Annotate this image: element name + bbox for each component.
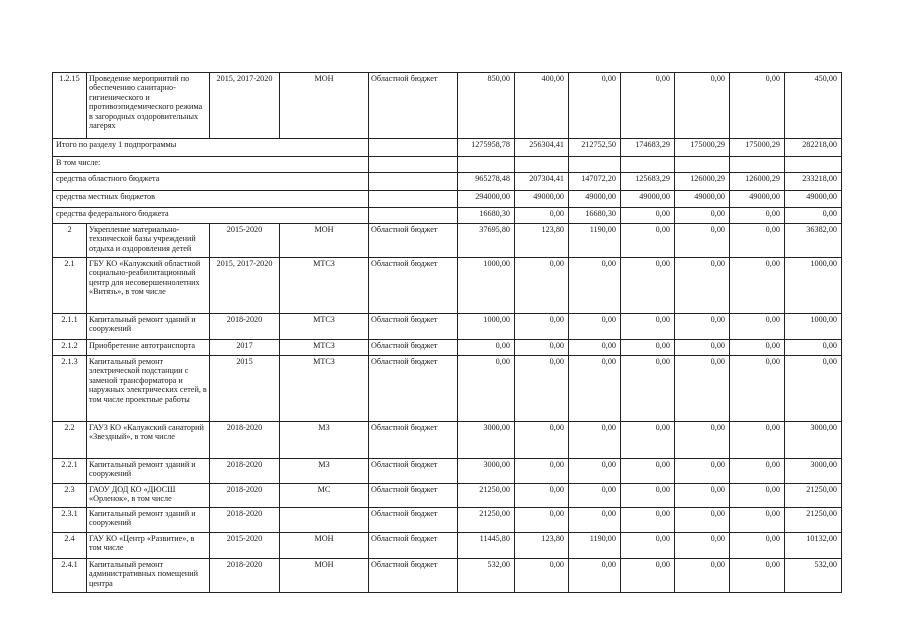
value-cell: 0,00 xyxy=(569,508,621,533)
value-cell: 0,00 xyxy=(730,208,785,224)
row-name-cell: Капитальный ремонт зданий и сооружений xyxy=(87,508,210,533)
value-cell: 3000,00 xyxy=(785,459,842,484)
value-cell: 0,00 xyxy=(675,314,730,340)
value-cell: 0,00 xyxy=(730,459,785,484)
value-cell: 0,00 xyxy=(730,73,785,139)
row-period-cell: 2015, 2017-2020 xyxy=(210,258,280,314)
empty-cell xyxy=(515,157,569,173)
value-cell: 21250,00 xyxy=(785,508,842,533)
value-cell: 0,00 xyxy=(515,208,569,224)
empty-cell xyxy=(369,208,458,224)
value-cell: 0,00 xyxy=(515,422,569,459)
value-cell: 1275958,78 xyxy=(458,139,515,157)
value-cell: 0,00 xyxy=(621,314,675,340)
budget-table xyxy=(52,72,842,593)
row-name-cell: ГАУЗ КО «Калужский санаторий «Звездный», в том числе xyxy=(87,422,210,459)
row-source-cell: Областной бюджет xyxy=(369,314,458,340)
row-period-cell: 2018-2020 xyxy=(210,314,280,340)
value-cell: 0,00 xyxy=(675,356,730,422)
value-cell: 16680,30 xyxy=(569,208,621,224)
value-cell: 49000,00 xyxy=(730,191,785,208)
value-cell: 125683,29 xyxy=(621,173,675,191)
row-executor-cell: МОН xyxy=(280,559,369,593)
row-executor-cell: МС xyxy=(280,484,369,508)
row-name-cell: Укрепление материально-технической базы учреждений отдыха и оздоровления детей xyxy=(87,224,210,258)
value-cell: 0,00 xyxy=(569,422,621,459)
value-cell: 0,00 xyxy=(569,356,621,422)
value-cell: 0,00 xyxy=(515,508,569,533)
value-cell: 0,00 xyxy=(730,508,785,533)
value-cell: 212752,50 xyxy=(569,139,621,157)
row-executor-cell: МОН xyxy=(280,73,369,139)
value-cell: 532,00 xyxy=(785,559,842,593)
table-row xyxy=(53,208,842,224)
value-cell: 0,00 xyxy=(621,208,675,224)
row-number-cell: 2.3.1 xyxy=(53,508,87,533)
value-cell: 126000,29 xyxy=(730,173,785,191)
value-cell: 1190,00 xyxy=(569,533,621,559)
row-number-cell: 2.1.1 xyxy=(53,314,87,340)
row-number-cell: 2.1.3 xyxy=(53,356,87,422)
row-source-cell: Областной бюджет xyxy=(369,459,458,484)
table-row xyxy=(53,533,842,559)
table-row xyxy=(53,258,842,314)
row-period-cell: 2015-2020 xyxy=(210,224,280,258)
value-cell: 0,00 xyxy=(569,258,621,314)
row-name-cell: ГБУ КО «Калужский областной социально-реабилитационный центр для несовершеннолетних «Витязь», в том числе xyxy=(87,258,210,314)
table-row xyxy=(53,356,842,422)
value-cell: 0,00 xyxy=(675,422,730,459)
value-cell: 233218,00 xyxy=(785,173,842,191)
empty-cell xyxy=(458,157,515,173)
row-executor-cell: МТСЗ xyxy=(280,356,369,422)
row-period-cell: 2018-2020 xyxy=(210,422,280,459)
value-cell: 126000,29 xyxy=(675,173,730,191)
table-row xyxy=(53,139,842,157)
row-period-cell: 2018-2020 xyxy=(210,459,280,484)
summary-label-cell: средства местных бюджетов xyxy=(53,191,369,208)
empty-cell xyxy=(730,157,785,173)
value-cell: 21250,00 xyxy=(458,508,515,533)
row-executor-cell: МТСЗ xyxy=(280,340,369,356)
value-cell: 0,00 xyxy=(730,356,785,422)
row-name-cell: Проведение мероприятий по обеспечению санитарно-гигиенического и противоэпидемического режима в загородных оздоровительных лагерях xyxy=(87,73,210,139)
empty-cell xyxy=(369,139,458,157)
row-source-cell: Областной бюджет xyxy=(369,224,458,258)
value-cell: 49000,00 xyxy=(675,191,730,208)
empty-cell xyxy=(369,157,458,173)
value-cell: 0,00 xyxy=(515,340,569,356)
table-row xyxy=(53,422,842,459)
value-cell: 147072,20 xyxy=(569,173,621,191)
value-cell: 0,00 xyxy=(515,484,569,508)
row-source-cell: Областной бюджет xyxy=(369,422,458,459)
value-cell: 1000,00 xyxy=(458,258,515,314)
table-row xyxy=(53,508,842,533)
row-period-cell: 2015 xyxy=(210,356,280,422)
row-executor-cell: МОН xyxy=(280,224,369,258)
row-executor-cell: МЗ xyxy=(280,459,369,484)
value-cell: 0,00 xyxy=(730,422,785,459)
value-cell: 0,00 xyxy=(621,258,675,314)
empty-cell xyxy=(569,157,621,173)
value-cell: 294000,00 xyxy=(458,191,515,208)
value-cell: 0,00 xyxy=(569,340,621,356)
summary-label-cell: средства областного бюджета xyxy=(53,173,369,191)
empty-cell xyxy=(369,191,458,208)
value-cell: 0,00 xyxy=(515,559,569,593)
value-cell: 37695,80 xyxy=(458,224,515,258)
row-source-cell: Областной бюджет xyxy=(369,356,458,422)
table-row xyxy=(53,191,842,208)
value-cell: 0,00 xyxy=(621,340,675,356)
table-row xyxy=(53,340,842,356)
value-cell: 0,00 xyxy=(730,224,785,258)
value-cell: 207304,41 xyxy=(515,173,569,191)
value-cell: 21250,00 xyxy=(785,484,842,508)
value-cell: 450,00 xyxy=(785,73,842,139)
empty-cell xyxy=(675,157,730,173)
value-cell: 49000,00 xyxy=(621,191,675,208)
empty-cell xyxy=(785,157,842,173)
value-cell: 1000,00 xyxy=(785,258,842,314)
empty-cell xyxy=(369,173,458,191)
row-source-cell: Областной бюджет xyxy=(369,73,458,139)
row-source-cell: Областной бюджет xyxy=(369,340,458,356)
value-cell: 10132,00 xyxy=(785,533,842,559)
value-cell: 0,00 xyxy=(621,484,675,508)
row-number-cell: 1.2.15 xyxy=(53,73,87,139)
value-cell: 1000,00 xyxy=(458,314,515,340)
value-cell: 0,00 xyxy=(515,314,569,340)
row-name-cell: Приобретение автотранспорта xyxy=(87,340,210,356)
value-cell: 0,00 xyxy=(458,356,515,422)
value-cell: 49000,00 xyxy=(569,191,621,208)
row-executor-cell: МОН xyxy=(280,533,369,559)
row-number-cell: 2.2.1 xyxy=(53,459,87,484)
value-cell: 0,00 xyxy=(621,559,675,593)
table-row xyxy=(53,314,842,340)
summary-label-cell: Итого по разделу 1 подпрограммы xyxy=(53,139,369,157)
table-row xyxy=(53,484,842,508)
table-row xyxy=(53,224,842,258)
value-cell: 0,00 xyxy=(675,340,730,356)
table-row xyxy=(53,173,842,191)
row-number-cell: 2 xyxy=(53,224,87,258)
row-executor-cell: МЗ xyxy=(280,422,369,459)
row-executor-cell: МТСЗ xyxy=(280,314,369,340)
empty-cell xyxy=(621,157,675,173)
value-cell: 282218,00 xyxy=(785,139,842,157)
value-cell: 0,00 xyxy=(569,314,621,340)
row-number-cell: 2.1.2 xyxy=(53,340,87,356)
value-cell: 0,00 xyxy=(785,208,842,224)
value-cell: 0,00 xyxy=(730,340,785,356)
value-cell: 0,00 xyxy=(675,208,730,224)
row-number-cell: 2.4 xyxy=(53,533,87,559)
value-cell: 0,00 xyxy=(569,459,621,484)
value-cell: 0,00 xyxy=(675,224,730,258)
value-cell: 0,00 xyxy=(675,258,730,314)
value-cell: 0,00 xyxy=(675,559,730,593)
row-source-cell: Областной бюджет xyxy=(369,258,458,314)
value-cell: 0,00 xyxy=(730,484,785,508)
row-period-cell: 2018-2020 xyxy=(210,484,280,508)
summary-label-cell: средства федерального бюджета xyxy=(53,208,369,224)
row-period-cell: 2018-2020 xyxy=(210,559,280,593)
row-name-cell: Капитальный ремонт административных помещений центра xyxy=(87,559,210,593)
row-number-cell: 2.1 xyxy=(53,258,87,314)
value-cell: 0,00 xyxy=(621,508,675,533)
value-cell: 0,00 xyxy=(621,224,675,258)
row-name-cell: ГАОУ ДОД КО «ДЮСШ «Орленок», в том числе xyxy=(87,484,210,508)
value-cell: 0,00 xyxy=(569,559,621,593)
value-cell: 0,00 xyxy=(675,533,730,559)
row-executor-cell: МТСЗ xyxy=(280,258,369,314)
value-cell: 0,00 xyxy=(785,356,842,422)
row-period-cell: 2015-2020 xyxy=(210,533,280,559)
row-source-cell: Областной бюджет xyxy=(369,484,458,508)
value-cell: 123,80 xyxy=(515,533,569,559)
value-cell: 400,00 xyxy=(515,73,569,139)
value-cell: 36382,00 xyxy=(785,224,842,258)
value-cell: 0,00 xyxy=(675,73,730,139)
value-cell: 1000,00 xyxy=(785,314,842,340)
value-cell: 0,00 xyxy=(569,73,621,139)
value-cell: 0,00 xyxy=(785,340,842,356)
value-cell: 0,00 xyxy=(730,533,785,559)
value-cell: 21250,00 xyxy=(458,484,515,508)
row-executor-cell xyxy=(280,508,369,533)
row-name-cell: Капитальный ремонт зданий и сооружений xyxy=(87,459,210,484)
value-cell: 965278,48 xyxy=(458,173,515,191)
value-cell: 3000,00 xyxy=(785,422,842,459)
row-period-cell: 2017 xyxy=(210,340,280,356)
row-source-cell: Областной бюджет xyxy=(369,533,458,559)
row-number-cell: 2.2 xyxy=(53,422,87,459)
value-cell: 16680,30 xyxy=(458,208,515,224)
value-cell: 175000,29 xyxy=(675,139,730,157)
value-cell: 3000,00 xyxy=(458,459,515,484)
value-cell: 0,00 xyxy=(515,356,569,422)
value-cell: 256304,41 xyxy=(515,139,569,157)
value-cell: 0,00 xyxy=(675,459,730,484)
value-cell: 0,00 xyxy=(621,73,675,139)
value-cell: 49000,00 xyxy=(515,191,569,208)
table-row xyxy=(53,157,842,173)
value-cell: 49000,00 xyxy=(785,191,842,208)
table-row xyxy=(53,559,842,593)
value-cell: 0,00 xyxy=(569,484,621,508)
value-cell: 123,80 xyxy=(515,224,569,258)
table-body xyxy=(53,73,842,593)
value-cell: 0,00 xyxy=(458,340,515,356)
budget-document xyxy=(52,72,841,593)
row-source-cell: Областной бюджет xyxy=(369,508,458,533)
row-name-cell: Капитальный ремонт зданий и сооружений xyxy=(87,314,210,340)
row-period-cell: 2015, 2017-2020 xyxy=(210,73,280,139)
row-period-cell: 2018-2020 xyxy=(210,508,280,533)
value-cell: 174683,29 xyxy=(621,139,675,157)
value-cell: 0,00 xyxy=(675,484,730,508)
value-cell: 11445,80 xyxy=(458,533,515,559)
row-number-cell: 2.4.1 xyxy=(53,559,87,593)
value-cell: 0,00 xyxy=(515,459,569,484)
row-number-cell: 2.3 xyxy=(53,484,87,508)
row-name-cell: ГАУ КО «Центр «Развитие», в том числе xyxy=(87,533,210,559)
value-cell: 0,00 xyxy=(621,459,675,484)
value-cell: 0,00 xyxy=(730,314,785,340)
value-cell: 0,00 xyxy=(730,258,785,314)
row-source-cell: Областной бюджет xyxy=(369,559,458,593)
value-cell: 3000,00 xyxy=(458,422,515,459)
value-cell: 532,00 xyxy=(458,559,515,593)
value-cell: 0,00 xyxy=(730,559,785,593)
value-cell: 0,00 xyxy=(621,533,675,559)
table-row xyxy=(53,73,842,139)
value-cell: 0,00 xyxy=(621,356,675,422)
value-cell: 0,00 xyxy=(621,422,675,459)
value-cell: 0,00 xyxy=(515,258,569,314)
row-name-cell: Капитальный ремонт электрической подстанции с заменой трансформатора и наружных электрических сетей, в том числе проектные работы xyxy=(87,356,210,422)
value-cell: 175000,29 xyxy=(730,139,785,157)
value-cell: 850,00 xyxy=(458,73,515,139)
value-cell: 0,00 xyxy=(675,508,730,533)
table-row xyxy=(53,459,842,484)
section-label-cell: В том числе: xyxy=(53,157,369,173)
value-cell: 1190,00 xyxy=(569,224,621,258)
